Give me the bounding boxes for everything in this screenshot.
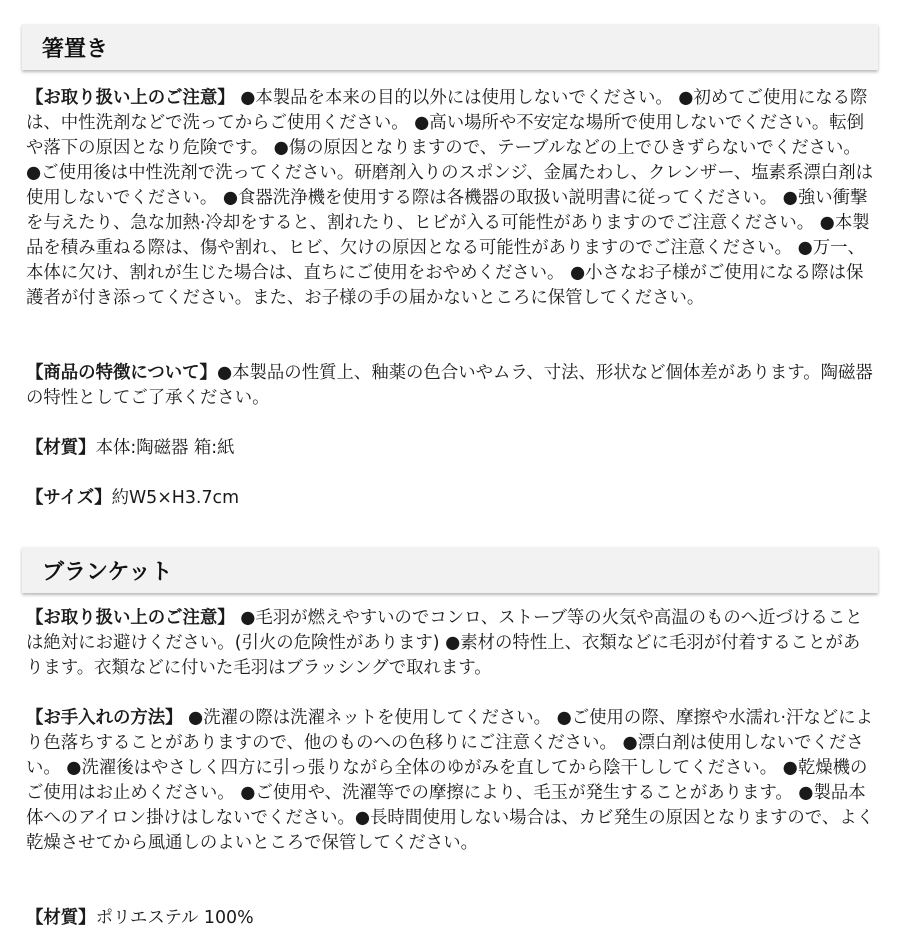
features-text: ●本製品の性質上、釉薬の色合いやムラ、寸法、形状など個体差があります。陶磁器の特性としてご了承ください。 xyxy=(26,363,873,408)
hashioki-material xyxy=(26,436,876,461)
blanket-material xyxy=(26,906,876,931)
caution-text: ●本製品を本来の目的以外には使用しないでください。 ●初めてご使用になる際は、中性洗剤などで洗ってからご使用ください。 ●高い場所や不安定な場所で使用しないでください。転倒や落下の原因となり危険です。 ●傷の原因となりますので、テーブルなどの上でひきずらないでください。 ●ご使用後は中性洗剤で洗ってください。研磨剤入りのスポンジ、金属たわし、クレンザー、塩素系漂白剤は使用しないでください。 ●食器洗浄機を使用する際は各機器の取扱い説明書に従ってください。 ●強い衝撃を与えたり、急な加熱·冷却をすると、割れたり、ヒビが入る可能性がありますのでご注意ください。 ●本製品を積み重ねる際は、傷や割れ、ヒビ、欠けの原因となる可能性がありますのでご注意ください。 ●万一、本体に欠け、割れが生じた場合は、直ちにご使用をおやめください。 ●小さなお子様がご使用になる際は保護者が付き添ってください。また、お子様の手の届かないところに保管してください。 xyxy=(26,88,873,308)
hashioki-caution xyxy=(26,86,876,311)
hashioki-size xyxy=(26,486,876,511)
section-header-hashioki xyxy=(22,24,878,70)
caution-label: 【お取り扱い上のご注意】 xyxy=(26,88,235,108)
section-title: ブランケット xyxy=(42,559,173,585)
section-header-blanket xyxy=(22,547,878,593)
caution-text: ●毛羽が燃えやすいのでコンロ、ストーブ等の火気や高温のものへ近づけることは絶対にお避けください。(引火の危険性があります) ●素材の特性上、衣類などに毛羽が付着することがあります。衣類などに付いた毛羽はブラッシングで取れます。 xyxy=(26,608,863,678)
material-text: ポリエステル 100% xyxy=(95,908,254,928)
care-text: ●洗濯の際は洗濯ネットを使用してください。 ●ご使用の際、摩擦や水濡れ·汗などにより色落ちすることがありますので、他のものへの色移りにご注意ください。 ●漂白剤は使用しないでください。 ●洗濯後はやさしく四方に引っ張りながら全体のゆがみを直してから陰干ししてください。 ●乾燥機のご使用はお止めください。 ●ご使用や、洗濯等での摩擦により、毛玉が発生することがあります。 ●製品本体へのアイロン掛けはしないでください。●長時間使用しない場合は、カビ発生の原因となりますので、よく乾燥させてから風通しのよいところで保管してください。 xyxy=(26,708,875,853)
material-text: 本体:陶磁器 箱:紙 xyxy=(95,438,235,458)
caution-label: 【お取り扱い上のご注意】 xyxy=(26,608,235,628)
material-label: 【材質】 xyxy=(26,438,96,458)
section-title: 箸置き xyxy=(42,36,109,62)
blanket-care xyxy=(26,706,876,856)
care-label: 【お手入れの方法】 xyxy=(26,708,183,728)
hashioki-features xyxy=(26,361,876,411)
material-label: 【材質】 xyxy=(26,908,96,928)
size-text: 約W5×H3.7cm xyxy=(111,488,240,508)
size-label: 【サイズ】 xyxy=(26,488,112,508)
features-label: 【商品の特徴について】 xyxy=(26,363,217,383)
blanket-caution xyxy=(26,606,876,681)
